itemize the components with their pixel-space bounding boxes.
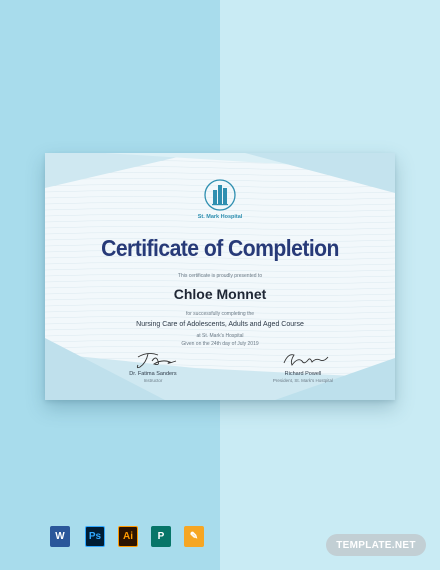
signature-president (268, 349, 338, 371)
date-text: Given on the 24th day of July 2019 (181, 341, 259, 347)
signer-role-1: Instructor (143, 378, 163, 383)
photoshop-icon[interactable]: Ps (85, 526, 105, 547)
completing-text: for successfully completing the (185, 311, 255, 317)
pages-icon[interactable]: ✎ (184, 526, 204, 547)
signer-name-2: Richard Powell (284, 371, 322, 377)
certificate (45, 153, 395, 400)
publisher-icon[interactable]: P (151, 526, 171, 547)
presented-text: This certificate is proudly presented to (177, 273, 263, 279)
signer-name-1: Dr. Fatima Sanders (129, 371, 177, 377)
hospital-logo (204, 179, 236, 211)
certificate-title: Certificate of Completion (101, 235, 339, 261)
signature-instructor (118, 349, 188, 371)
recipient-name: Chloe Monnet (173, 286, 267, 302)
illustrator-icon[interactable]: Ai (118, 526, 138, 547)
location-text: at St. Mark's Hospital (196, 333, 244, 339)
template-net-badge[interactable]: TEMPLATE.NET (326, 534, 426, 556)
signature-block-instructor (93, 349, 213, 383)
hospital-name: St. Mark Hospital (197, 214, 243, 220)
word-icon[interactable]: W (50, 526, 70, 547)
course-name: Nursing Care of Adolescents, Adults and Aged Course (136, 321, 304, 328)
signer-role-2: President, St. Mark's Hostpital (272, 378, 334, 383)
signature-block-president (243, 349, 363, 383)
